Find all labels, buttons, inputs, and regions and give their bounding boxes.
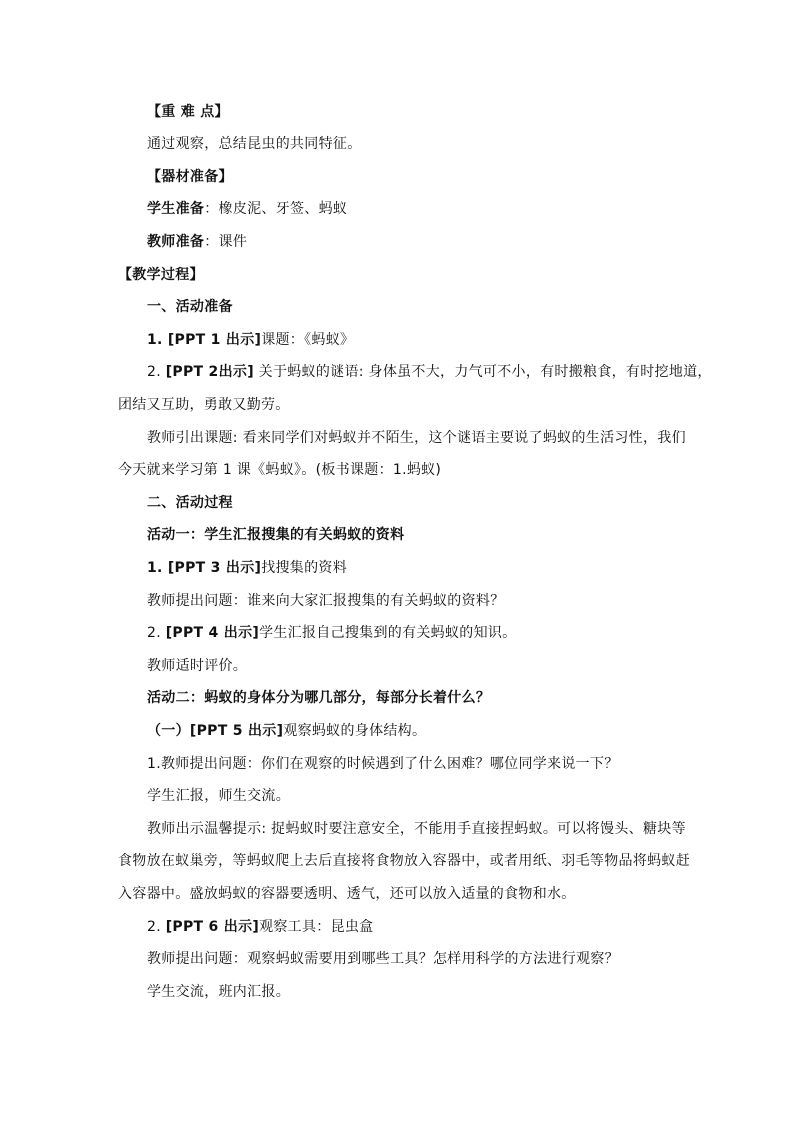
ppt-ref: [PPT 4 出示]	[165, 625, 260, 641]
teacher-prep-sep: ：	[204, 234, 219, 250]
activity2-title: 活动二：蚂蚁的身体分为哪几部分，每部分长着什么？	[147, 690, 491, 706]
activity1-title: 活动一：学生汇报搜集的有关蚂蚁的资料	[147, 527, 405, 543]
process-heading: 【教学过程】	[118, 267, 204, 283]
student-prep-sep: ：	[204, 201, 219, 217]
item4-num: 2.	[147, 625, 166, 641]
teacher-prep-label: 教师准备	[147, 234, 205, 250]
student-prep-label: 学生准备	[147, 201, 205, 217]
teacher-question-1: 教师提出问题：谁来向大家汇报搜集的有关蚂蚁的资料？	[147, 593, 505, 609]
item1-text: 课题：《蚂蚁》	[261, 332, 355, 348]
student-prep-line	[147, 199, 347, 219]
tip-line3: 入容器中。盛放蚂蚁的容器要透明、透气，还可以放入适量的食物和水。	[118, 886, 576, 902]
sub1-prefix: （一）	[147, 723, 190, 739]
intro-line2: 今天就来学习第 1 课《蚂蚁》。(板书课题：1.蚂蚁)	[118, 462, 442, 478]
ppt-ref: [PPT 3 出示]	[167, 560, 262, 576]
item2-text: 关于蚂蚁的谜语: 身体虽不大，力气可不小，有时搬粮食，有时挖地道，	[253, 364, 712, 380]
item5-line	[147, 917, 373, 937]
item4-line	[147, 623, 516, 643]
item2-num: 2.	[147, 364, 166, 380]
item3-line	[147, 558, 347, 578]
item1-line	[147, 330, 354, 350]
teacher-eval: 教师适时评价。	[147, 658, 248, 674]
tip-line1: 教师出示温馨提示: 捉蚂蚁时要注意安全，不能用手直接捏蚂蚁。可以将馒头、糖块等	[147, 821, 686, 837]
student-prep-text: 橡皮泥、牙签、蚂蚁	[218, 201, 348, 217]
item2-line2: 团结又互助，勇敢又勤劳。	[118, 397, 290, 413]
student-report: 学生汇报，师生交流。	[147, 788, 290, 804]
item1-num: 1.	[147, 332, 168, 348]
item5-num: 2.	[147, 919, 166, 935]
materials-heading: 【器材准备】	[147, 169, 233, 185]
item5-text: 观察工具：昆虫盒	[259, 919, 374, 935]
sub1-text: 观察蚂蚁的身体结构。	[283, 723, 427, 739]
student-exchange: 学生交流，班内汇报。	[147, 984, 290, 1000]
tip-line2: 食物放在蚁巢旁，等蚂蚁爬上去后直接将食物放入容器中，或者用纸、羽毛等物品将蚂蚁赶	[118, 853, 690, 869]
teacher-prep-line	[147, 232, 247, 252]
ppt-ref: [PPT 5 出示]	[189, 723, 284, 739]
key-points-heading: 【重 难 点】	[147, 104, 229, 120]
ppt-ref: [PPT 2出示]	[165, 364, 254, 380]
ppt-ref: [PPT 6 出示]	[165, 919, 260, 935]
item2-line1	[147, 362, 712, 382]
step1-line: 1.教师提出问题：你们在观察的时候遇到了什么困难？哪位同学来说一下？	[147, 756, 619, 772]
sub1-line	[147, 721, 426, 741]
item4-text: 学生汇报自己搜集到的有关蚂蚁的知识。	[259, 625, 517, 641]
ppt-ref: [PPT 1 出示]	[167, 332, 262, 348]
teacher-prep-text: 课件	[218, 234, 248, 250]
item3-num: 1.	[147, 560, 168, 576]
section1-title: 一、活动准备	[147, 299, 233, 315]
section2-title: 二、活动过程	[147, 495, 233, 511]
teacher-question-2: 教师提出问题：观察蚂蚁需要用到哪些工具？怎样用科学的方法进行观察？	[147, 951, 619, 967]
key-points-text: 通过观察，总结昆虫的共同特征。	[147, 136, 362, 152]
item3-text: 找搜集的资料	[261, 560, 348, 576]
intro-line1: 教师引出课题: 看来同学们对蚂蚁并不陌生，这个谜语主要说了蚂蚁的生活习性，我们	[147, 430, 686, 446]
